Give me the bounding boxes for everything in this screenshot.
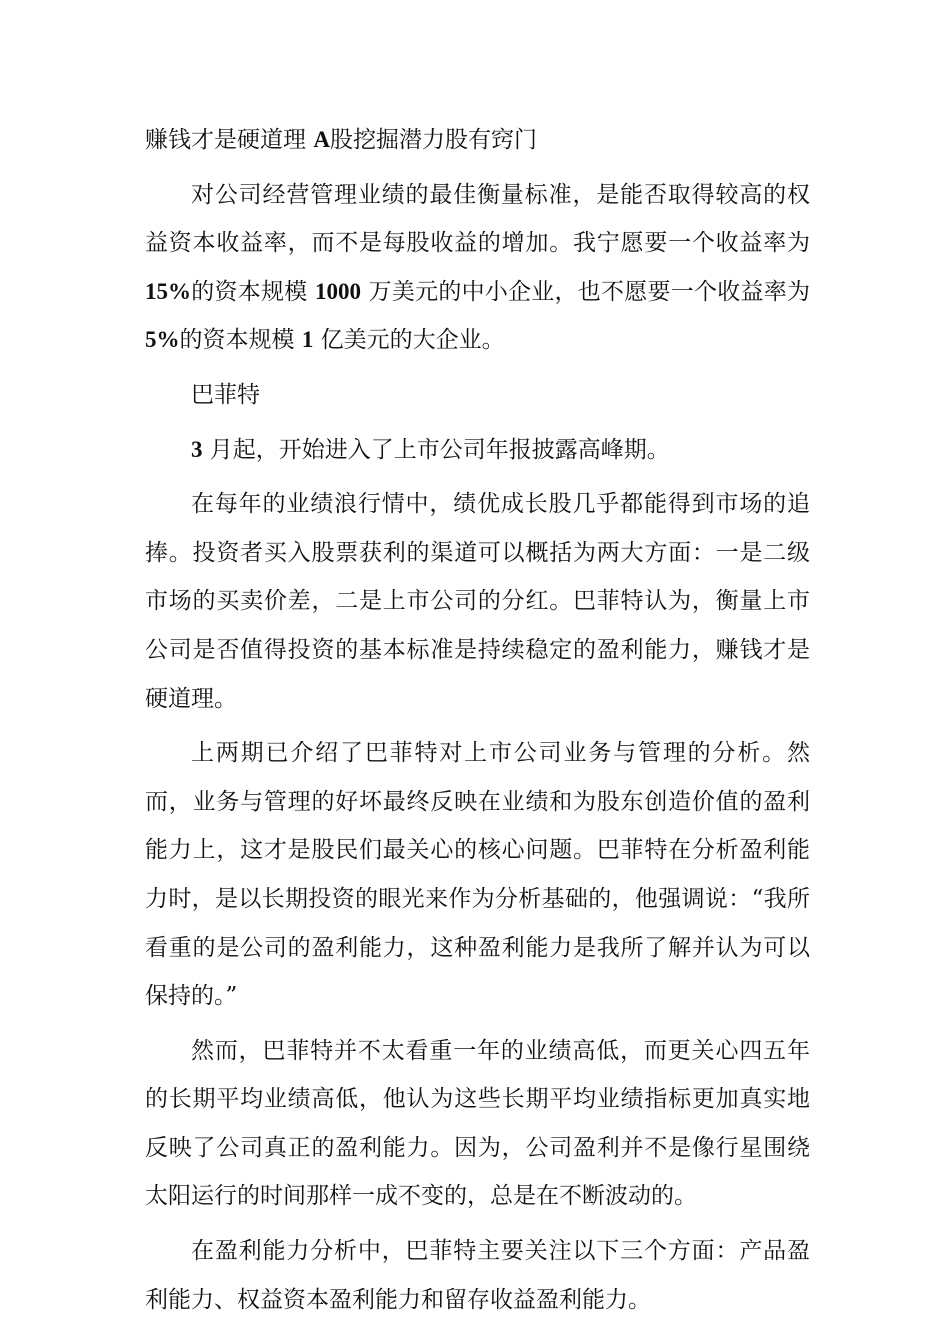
- quote-paragraph: [145, 171, 810, 365]
- document-body: [145, 116, 810, 1330]
- quote-text: 的资本规模: [191, 278, 316, 305]
- intro-number: 3: [191, 436, 203, 462]
- quote-number: 5%: [145, 327, 180, 353]
- article-title: [145, 116, 810, 165]
- title-text-bold: A: [313, 127, 330, 152]
- quote-number: 1000: [315, 278, 362, 304]
- intro-text: 月起，开始进入了上市公司年报披露高峰期。: [202, 436, 670, 463]
- quote-text: 亿美元的大企业。: [313, 327, 505, 354]
- body-paragraph: 上两期已介绍了巴菲特对上市公司业务与管理的分析。然而，业务与管理的好坏最终反映在业绩和为股东创造价值的盈利能力上，这才是股民们最关心的核心问题。巴菲特在分析盈利能力时，是以长期投资的眼光来作为分析基础的，他强调说：“我所看重的是公司的盈利能力，这种盈利能力是我所了解并认为可以保持的。”: [145, 740, 810, 1010]
- intro-paragraph: [145, 426, 810, 475]
- body-paragraph: 在每年的业绩浪行情中，绩优成长股几乎都能得到市场的追捧。投资者买入股票获利的渠道可以概括为两大方面：一是二级市场的买卖价差，二是上市公司的分红。巴菲特认为，衡量上市公司是否值得投资的基本标准是持续稳定的盈利能力，赚钱才是硬道理。: [145, 491, 810, 712]
- title-text-part1: 赚钱才是硬道理: [145, 127, 314, 153]
- body-paragraph: 然而，巴菲特并不太看重一年的业绩高低，而更关心四五年的长期平均业绩高低，他认为这些长期平均业绩指标更加真实地反映了公司真正的盈利能力。因为，公司盈利并不是像行星围绕太阳运行的时间那样一成不变的，总是在不断波动的。: [145, 1037, 810, 1210]
- quote-number: 1: [301, 327, 314, 353]
- quote-number: 15%: [145, 278, 191, 304]
- quote-text: 的资本规模: [179, 327, 302, 354]
- body-paragraph: 在盈利能力分析中，巴菲特主要关注以下三个方面：产品盈利能力、权益资本盈利能力和留存收益盈利能力。: [145, 1238, 810, 1313]
- quote-text: 对公司经营管理业绩的最佳衡量标准，是能否取得较高的权益资本收益率，而不是每股收益的增加。我宁愿要一个收益率为: [145, 181, 810, 257]
- title-text-part2: 股挖掘潜力股有窍门: [329, 127, 537, 153]
- quote-text: 万美元的中小企业，也不愿要一个收益率为: [361, 278, 811, 305]
- quote-author: 巴菲特: [191, 381, 260, 408]
